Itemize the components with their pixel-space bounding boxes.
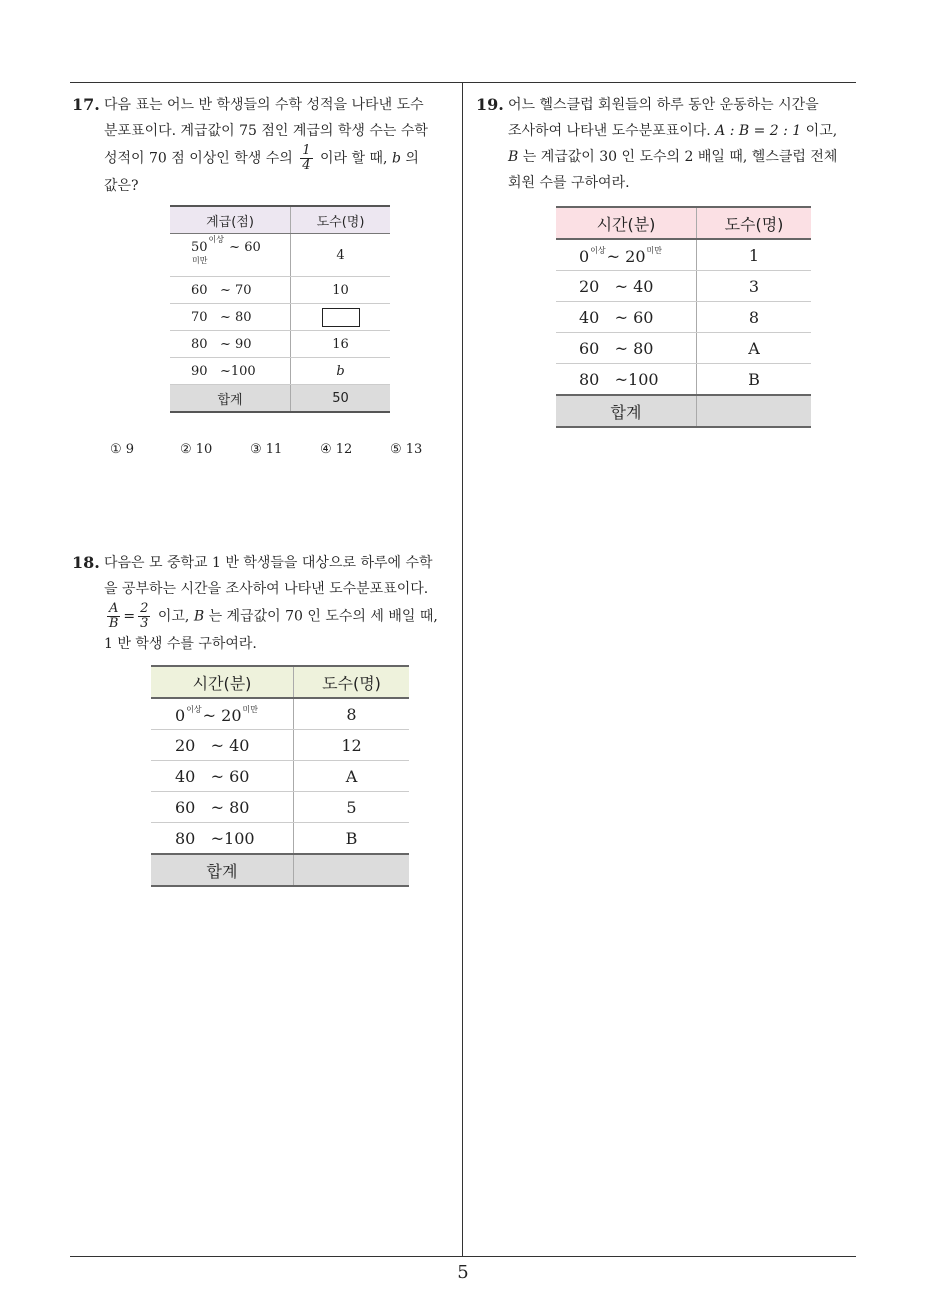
range-to: 70 — [235, 282, 252, 298]
frequency-table-19 — [556, 206, 811, 428]
text-line: 다음 표는 어느 반 학생들의 수학 성적을 나타낸 도수 — [104, 97, 424, 113]
column-header: 시간(분) — [151, 666, 294, 698]
class-range — [556, 333, 697, 364]
equals-sign: = — [123, 608, 136, 625]
question-number: 18. — [72, 553, 100, 572]
range-to: 100 — [628, 369, 659, 389]
text-segment: 는 계급값이 70 인 도수의 세 배일 때, — [208, 608, 438, 625]
column-header: 계급(점) — [170, 206, 291, 234]
range-to: 60 — [229, 766, 250, 786]
range-to: 100 — [224, 828, 255, 848]
question-number: 19. — [476, 95, 504, 114]
range-from: 40 — [579, 307, 600, 327]
table-row — [556, 302, 811, 333]
text-segment: 이고, — [805, 123, 838, 139]
range-separator: ~ — [210, 797, 225, 817]
range-to: 80 — [229, 797, 250, 817]
range-to: 40 — [633, 276, 654, 296]
text-line: 어느 헬스클럽 회원들의 하루 동안 운동하는 시간을 — [508, 97, 819, 113]
range-from: 60 — [191, 282, 208, 298]
range-from: 80 — [579, 369, 600, 389]
frequency-value: B — [294, 823, 410, 855]
frequency-blank — [291, 304, 391, 331]
class-range — [170, 331, 291, 358]
table-total-row — [556, 395, 811, 427]
table-header-row — [556, 207, 811, 239]
range-from: 80 — [175, 828, 196, 848]
range-from: 20 — [579, 276, 600, 296]
text-line: 다음은 모 중학교 1 반 학생들을 대상으로 하루에 수학 — [104, 555, 433, 571]
class-range — [151, 698, 294, 730]
frequency-value: 16 — [291, 331, 391, 358]
class-range — [170, 277, 291, 304]
text-segment: 이라 할 때, — [320, 150, 388, 167]
class-range — [151, 761, 294, 792]
question-text — [104, 550, 456, 657]
range-from: 80 — [191, 336, 208, 352]
range-from: 70 — [191, 309, 208, 325]
table-row — [170, 358, 390, 385]
range-to-note: 미만 — [192, 256, 208, 265]
frequency-value: 5 — [294, 792, 410, 823]
page-number: 5 — [457, 1262, 469, 1283]
table-row — [170, 304, 390, 331]
question-text — [104, 92, 456, 199]
range-separator: ~ — [210, 828, 225, 848]
choice-2[interactable]: ② 10 — [180, 442, 213, 457]
range-separator: ~ — [219, 336, 231, 352]
range-from: 50 — [191, 240, 208, 255]
fraction — [107, 602, 120, 631]
range-separator: ~ — [219, 309, 231, 325]
total-label: 합계 — [556, 395, 697, 427]
text-segment: 는 계급값이 30 인 도수의 2 배일 때, 헬스클럽 전체 — [522, 149, 838, 165]
frequency-value: 8 — [697, 302, 812, 333]
table-total-row — [170, 385, 390, 413]
table-total-row — [151, 854, 409, 886]
text-line: 분포표이다. 계급값이 75 점인 계급의 학생 수는 수학 — [104, 123, 428, 139]
bottom-rule — [70, 1256, 856, 1257]
range-from: 60 — [579, 338, 600, 358]
table-header-row — [151, 666, 409, 698]
range-to: 90 — [235, 336, 252, 352]
frequency-table-17 — [170, 205, 390, 413]
frequency-value: B — [697, 364, 812, 396]
range-from: 0 — [175, 705, 186, 725]
class-range — [151, 792, 294, 823]
class-range — [170, 234, 291, 277]
column-header: 시간(분) — [556, 207, 697, 239]
table-row — [151, 698, 409, 730]
ratio-expression: A : B = 2 : 1 — [715, 123, 802, 139]
class-range — [170, 358, 291, 385]
text-segment: 의 — [405, 150, 419, 167]
text-line: 회원 수를 구하여라. — [508, 175, 630, 191]
range-separator: ~ — [210, 735, 225, 755]
fraction-numerator: A — [109, 601, 119, 616]
class-range — [170, 304, 291, 331]
frequency-value: 1 — [697, 239, 812, 271]
choice-1[interactable]: ① 9 — [110, 442, 135, 457]
total-value — [697, 395, 812, 427]
range-from: 20 — [175, 735, 196, 755]
fraction — [138, 602, 150, 631]
range-to: 60 — [244, 240, 261, 255]
frequency-value: 8 — [294, 698, 410, 730]
range-to: 80 — [633, 338, 654, 358]
range-separator: ~ — [614, 307, 629, 327]
range-to: 100 — [230, 363, 256, 379]
frequency-value: 3 — [697, 271, 812, 302]
column-divider — [462, 82, 463, 1256]
table-row — [170, 331, 390, 358]
range-separator: ~ — [210, 766, 225, 786]
range-to: 40 — [229, 735, 250, 755]
range-from-note: 이상 — [590, 245, 606, 255]
total-label: 합계 — [151, 854, 294, 886]
table-header-row — [170, 206, 390, 234]
range-separator: ~ — [614, 338, 629, 358]
table-row — [556, 239, 811, 271]
fraction-denominator: B — [108, 616, 119, 631]
total-value — [294, 854, 410, 886]
range-from: 60 — [175, 797, 196, 817]
question-19 — [476, 92, 860, 196]
total-label: 합계 — [170, 385, 291, 413]
range-to: 60 — [633, 307, 654, 327]
range-from-note: 이상 — [186, 704, 202, 714]
answer-blank-box — [322, 308, 360, 327]
text-line — [104, 144, 456, 173]
variable-B: B — [193, 608, 205, 625]
top-rule — [70, 82, 856, 83]
text-line — [508, 118, 860, 144]
range-separator: ~ — [614, 369, 629, 389]
frequency-value: A — [294, 761, 410, 792]
question-number: 17. — [72, 95, 100, 114]
fraction-numerator: 2 — [140, 601, 149, 616]
choice-5[interactable]: ⑤ 13 — [390, 442, 423, 457]
range-separator: ~ — [606, 246, 621, 266]
table-row — [556, 333, 811, 364]
column-header: 도수(명) — [291, 206, 391, 234]
table-row — [170, 234, 390, 277]
question-18 — [72, 550, 456, 657]
frequency-value: 10 — [291, 277, 391, 304]
class-range — [151, 730, 294, 761]
column-header: 도수(명) — [697, 207, 812, 239]
variable-B: B — [508, 149, 519, 165]
text-line: 을 공부하는 시간을 조사하여 나타낸 도수분포표이다. — [104, 581, 429, 597]
table-row — [151, 730, 409, 761]
table-row — [556, 271, 811, 302]
range-to: 80 — [235, 309, 252, 325]
text-segment: 이고, — [157, 608, 190, 625]
question-17 — [72, 92, 456, 199]
text-segment: 성적이 70 점 이상인 학생 수의 — [104, 150, 293, 167]
question-text — [508, 92, 860, 196]
fraction-denominator: 3 — [140, 616, 149, 631]
text-line: 값은? — [104, 178, 139, 194]
frequency-value: A — [697, 333, 812, 364]
table-row — [170, 277, 390, 304]
class-range — [556, 364, 697, 396]
class-range — [556, 271, 697, 302]
table-row — [151, 792, 409, 823]
range-to: 20 — [221, 705, 242, 725]
range-to: 20 — [625, 246, 646, 266]
range-from: 0 — [579, 246, 590, 266]
text-line — [104, 602, 456, 631]
fraction — [300, 144, 312, 173]
variable-b: b — [391, 150, 401, 167]
range-separator: ~ — [229, 240, 241, 255]
text-line: 1 반 학생 수를 구하여라. — [104, 636, 257, 652]
frequency-value: 4 — [291, 234, 391, 277]
choice-4[interactable]: ④ 12 — [320, 442, 353, 457]
class-range — [151, 823, 294, 855]
class-range — [556, 302, 697, 333]
fraction-denominator: 4 — [302, 158, 311, 173]
range-separator: ~ — [614, 276, 629, 296]
table-row — [151, 761, 409, 792]
range-from-note: 이상 — [208, 235, 225, 244]
range-separator: ~ — [219, 282, 231, 298]
range-separator: ~ — [219, 363, 231, 379]
column-header: 도수(명) — [294, 666, 410, 698]
table-row — [151, 823, 409, 855]
range-to-note: 미만 — [242, 704, 258, 714]
range-to-note: 미만 — [646, 245, 662, 255]
choice-3[interactable]: ③ 11 — [250, 442, 283, 457]
frequency-table-18 — [151, 665, 409, 887]
class-range — [556, 239, 697, 271]
frequency-value: b — [291, 358, 391, 385]
table-row — [556, 364, 811, 396]
text-segment: 조사하여 나타낸 도수분포표이다. — [508, 123, 711, 139]
range-separator: ~ — [202, 705, 217, 725]
fraction-numerator: 1 — [302, 143, 311, 158]
range-from: 90 — [191, 363, 208, 379]
total-value: 50 — [291, 385, 391, 413]
text-line — [508, 144, 860, 170]
frequency-value: 12 — [294, 730, 410, 761]
range-from: 40 — [175, 766, 196, 786]
